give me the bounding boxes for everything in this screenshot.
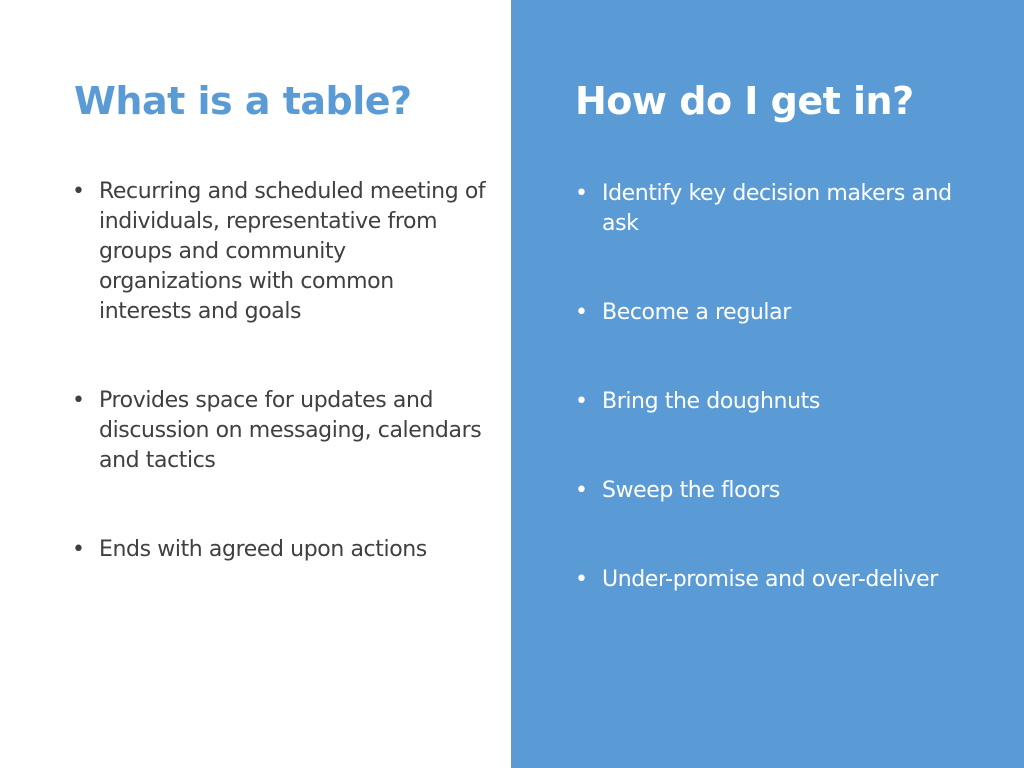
- bullet-icon: •: [575, 389, 588, 414]
- bullet-icon: •: [575, 567, 588, 592]
- list-item: [72, 177, 492, 327]
- list-item-text: Recurring and scheduled meeting of individuals, representative from groups and community organizations with common interests and goals: [99, 179, 486, 324]
- list-item-text: Ends with agreed upon actions: [99, 537, 427, 562]
- list-item-text: Sweep the floors: [602, 478, 780, 503]
- left-title: What is a table?: [74, 79, 412, 123]
- list-item-text: Provides space for updates and discussion on messaging, calendars and tactics: [99, 388, 482, 473]
- list-item: [72, 386, 492, 476]
- list-item: [575, 298, 975, 328]
- list-item: [72, 535, 492, 565]
- left-bullet-list: [72, 177, 492, 624]
- list-item-text: Identify key decision makers and ask: [602, 181, 952, 236]
- right-bullet-list: [575, 179, 975, 654]
- list-item-text: Under-promise and over-deliver: [602, 567, 938, 592]
- bullet-icon: •: [575, 300, 588, 325]
- bullet-icon: •: [575, 478, 588, 503]
- bullet-icon: •: [72, 179, 85, 204]
- list-item: [575, 476, 975, 506]
- list-item-text: Become a regular: [602, 300, 791, 325]
- list-item-text: Bring the doughnuts: [602, 389, 820, 414]
- list-item: [575, 387, 975, 417]
- right-panel: [511, 0, 1024, 768]
- list-item: [575, 179, 975, 239]
- list-item: [575, 565, 975, 595]
- bullet-icon: •: [72, 537, 85, 562]
- right-title: How do I get in?: [575, 79, 914, 123]
- bullet-icon: •: [575, 181, 588, 206]
- bullet-icon: •: [72, 388, 85, 413]
- left-panel: [0, 0, 511, 768]
